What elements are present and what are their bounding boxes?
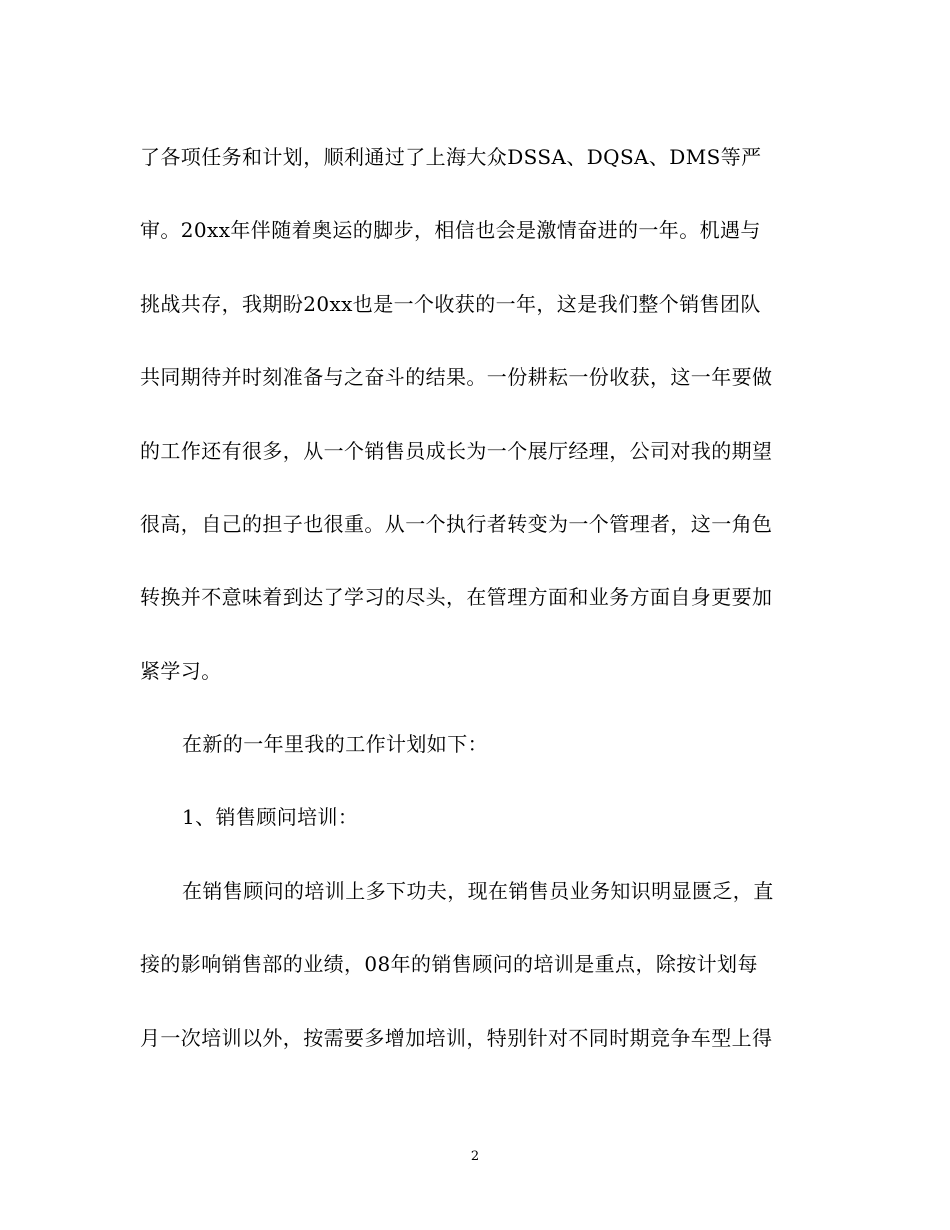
- body-text-line: 月一次培训以外，按需要多增加培训，特别针对不同时期竞争车型上得: [140, 1026, 773, 1050]
- body-text-line: 在销售顾问的培训上多下功夫，现在销售员业务知识明显匮乏，直: [182, 879, 774, 903]
- plan-intro-line: 在新的一年里我的工作计划如下：: [182, 732, 488, 756]
- body-text-line: 紧学习。: [140, 659, 222, 683]
- section-heading: 1、销售顾问培训：: [182, 805, 359, 829]
- body-text-line: 了各项任务和计划，顺利通过了上海大众DSSA、DQSA、DMS等严: [140, 145, 762, 169]
- body-text-line: 挑战共存，我期盼20xx也是一个收获的一年，这是我们整个销售团队: [140, 292, 761, 316]
- body-text-line: 共同期待并时刻准备与之奋斗的结果。一份耕耘一份收获，这一年要做: [140, 365, 773, 389]
- body-text-line: 很高，自己的担子也很重。从一个执行者转变为一个管理者，这一角色: [140, 512, 773, 536]
- body-text-line: 的工作还有很多，从一个销售员成长为一个展厅经理，公司对我的期望: [140, 439, 773, 463]
- page-number: 2: [470, 1149, 480, 1164]
- body-text-line: 接的影响销售部的业绩，08年的销售顾问的培训是重点，除按计划每: [140, 952, 758, 976]
- body-text-line: 审。20xx年伴随着奥运的脚步，相信也会是激情奋进的一年。机遇与: [140, 218, 761, 242]
- body-text-line: 转换并不意味着到达了学习的尽头，在管理方面和业务方面自身更要加: [140, 585, 773, 609]
